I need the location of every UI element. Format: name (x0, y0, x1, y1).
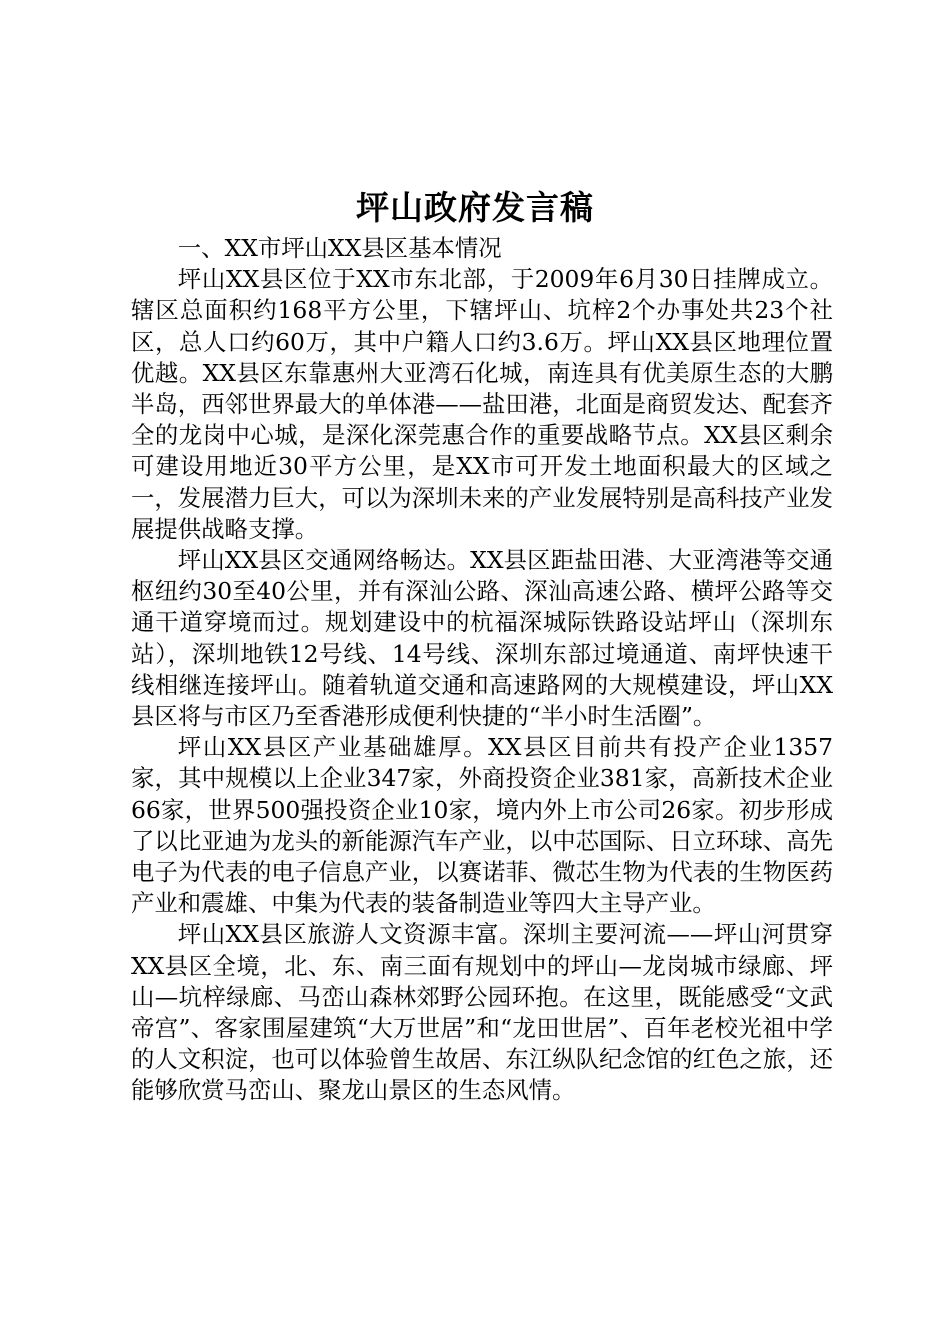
document-body (131, 233, 833, 1107)
paragraph-tourism: 坪山XX县区旅游人文资源丰富。深圳主要河流——坪山河贯穿XX县区全境，北、东、南三面有规划中的坪山—龙岗城市绿廊、坪山—坑梓绿廊、马峦山森林郊野公园环抱。在这里，既能感受“文武帝宫”、客家围屋建筑“大万世居”和“龙田世居”、百年老校光祖中学的人文积淀，也可以体验曾生故居、东江纵队纪念馆的红色之旅，还能够欣赏马峦山、聚龙山景区的生态风情。 (131, 920, 833, 1105)
document-title: 坪山政府发言稿 (356, 188, 594, 227)
paragraph-industry: 坪山XX县区产业基础雄厚。XX县区目前共有投产企业1357家，其中规模以上企业347家，外商投资企业381家，高新技术企业66家，世界500强投资企业10家，境内外上市公司26家。初步形成了以比亚迪为龙头的新能源汽车产业，以中芯国际、日立环球、高先电子为代表的电子信息产业，以赛诺菲、微芯生物为代表的生物医药产业和震雄、中集为代表的装备制造业等四大主导产业。 (131, 733, 833, 918)
paragraph-overview: 坪山XX县区位于XX市东北部，于2009年6月30日挂牌成立。辖区总面积约168平方公里，下辖坪山、坑梓2个办事处共23个社区，总人口约60万，其中户籍人口约3.6万。坪山XX县区地理位置优越。XX县区东靠惠州大亚湾石化城，南连具有优美原生态的大鹏半岛，西邻世界最大的单体港——盐田港，北面是商贸发达、配套齐全的龙岗中心城，是深化深莞惠合作的重要战略节点。XX县区剩余可建设用地近30平方公里，是XX市可开发土地面积最大的区域之一，发展潜力巨大，可以为深圳未来的产业发展特别是高科技产业发展提供战略支撑。 (131, 265, 833, 543)
section-heading: 一、XX市坪山XX县区基本情况 (177, 234, 502, 262)
paragraph-transport: 坪山XX县区交通网络畅达。XX县区距盐田港、大亚湾港等交通枢纽约30至40公里，并有深汕公路、深汕高速公路、横坪公路等交通干道穿境而过。规划建设中的杭福深城际铁路设站坪山（深圳东站），深圳地铁12号线、14号线、深圳东部过境通道、南坪快速干线相继连接坪山。随着轨道交通和高速路网的大规模建设，坪山XX县区将与市区乃至香港形成便利快捷的“半小时生活圈”。 (131, 546, 833, 731)
